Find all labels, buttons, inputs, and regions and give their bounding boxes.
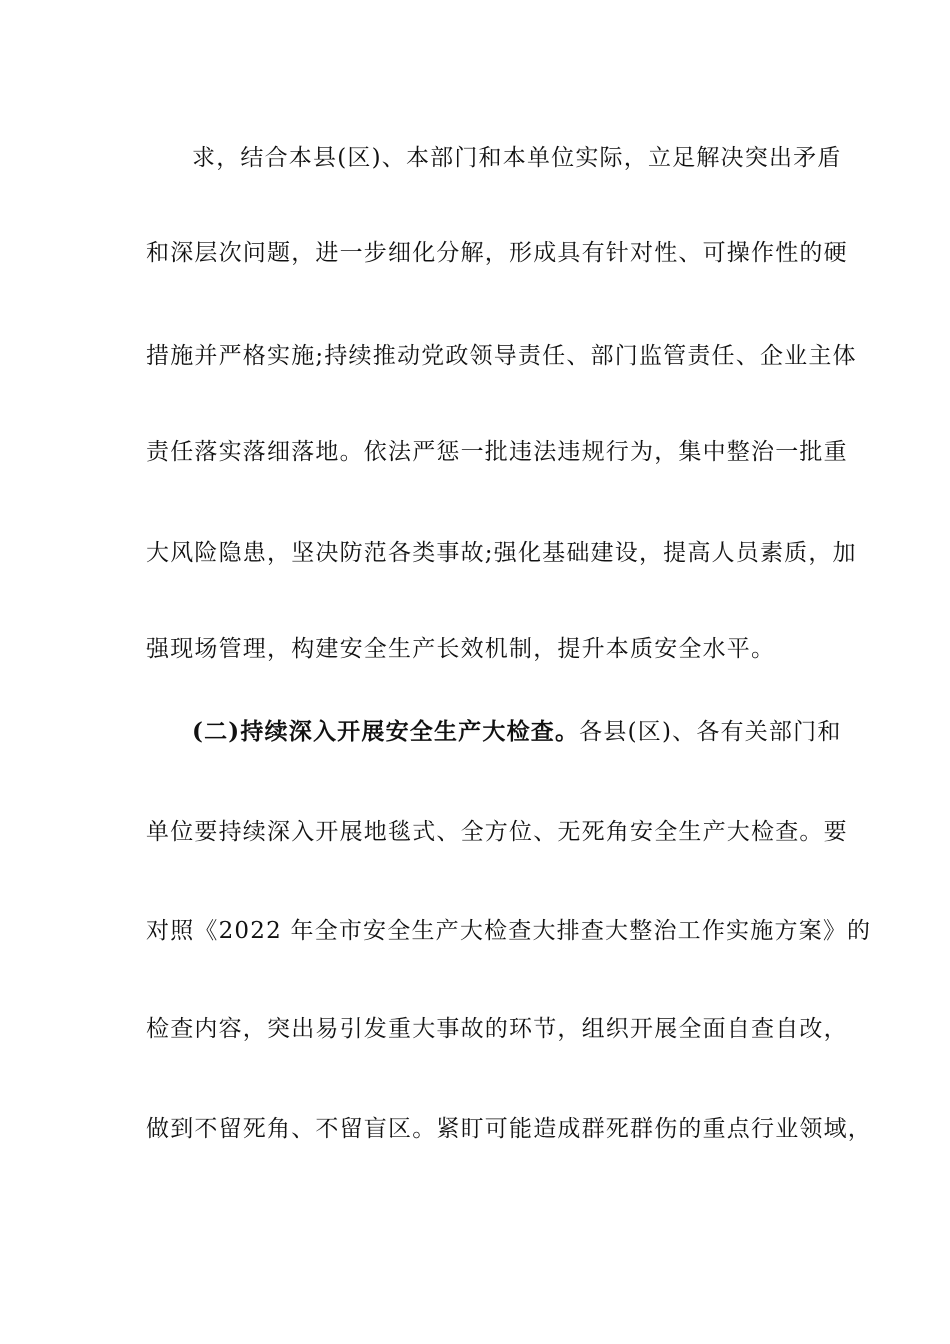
paragraph-line: 对照《2022 年全市安全生产大检查大排查大整治工作实施方案》的 — [146, 918, 872, 944]
section-heading-continuation: 各县(区)、各有关部门和 — [579, 719, 842, 745]
section-heading-line — [192, 717, 842, 747]
paragraph-line: 做到不留死角、不留盲区。紧盯可能造成群死群伤的重点行业领域， — [146, 1116, 872, 1142]
paragraph-line: 单位要持续深入开展地毯式、全方位、无死角安全生产大检查。要 — [146, 819, 848, 845]
paragraph-line: 求，结合本县(区)、本部门和本单位实际，立足解决突出矛盾 — [192, 145, 842, 171]
section-heading: (二)持续深入开展安全生产大检查。 — [192, 718, 580, 745]
paragraph-line: 强现场管理，构建安全生产长效机制，提升本质安全水平。 — [146, 636, 776, 662]
paragraph-line: 检查内容，突出易引发重大事故的环节，组织开展全面自查自改， — [146, 1016, 848, 1042]
paragraph-line: 措施并严格实施;持续推动党政领导责任、部门监管责任、企业主体 — [146, 343, 857, 369]
paragraph-line: 和深层次问题，进一步细化分解，形成具有针对性、可操作性的硬 — [146, 240, 848, 266]
paragraph-line: 责任落实落细落地。依法严惩一批违法违规行为，集中整治一批重 — [146, 439, 848, 465]
paragraph-line: 大风险隐患，坚决防范各类事故;强化基础建设，提高人员素质，加 — [146, 540, 857, 566]
